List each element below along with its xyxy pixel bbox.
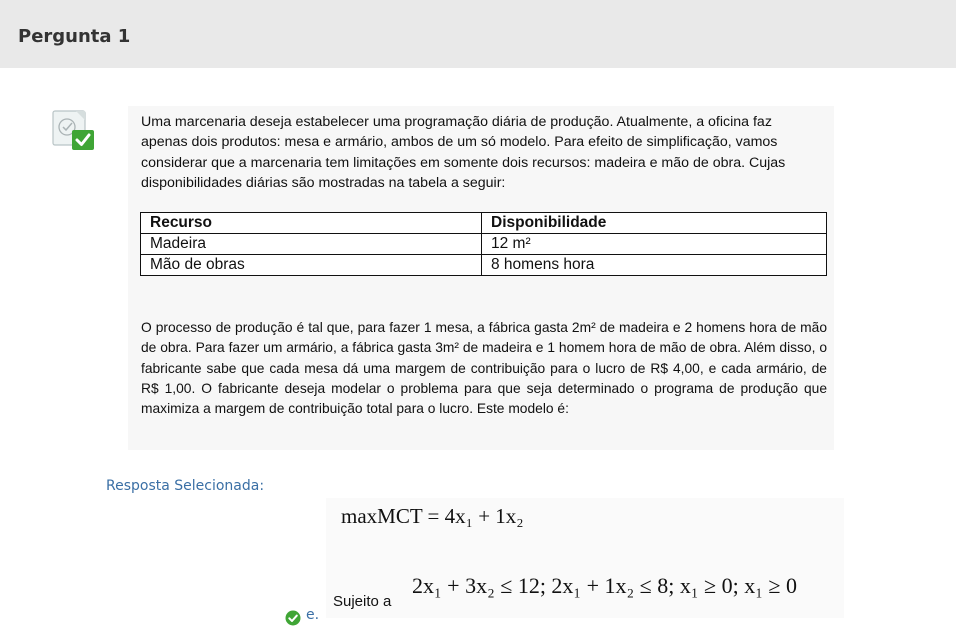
resources-table — [140, 212, 827, 276]
table-header-resource: Recurso — [141, 213, 482, 234]
answer-formula-image — [326, 498, 844, 618]
table-header-availability: Disponibilidade — [482, 213, 827, 234]
table-row — [141, 255, 827, 276]
table-row — [141, 234, 827, 255]
table-cell: 8 homens hora — [482, 255, 827, 276]
table-cell: Mão de obras — [141, 255, 482, 276]
objective-function: maxMCT = 4x₁ + 1x₂ — [341, 504, 524, 528]
answer-option-letter: e. — [306, 607, 320, 623]
correct-check-icon — [285, 610, 301, 626]
question-title: Pergunta 1 — [18, 26, 131, 47]
table-header-row — [141, 213, 827, 234]
table-cell: Madeira — [141, 234, 482, 255]
constraints-formula: 2x₁ + 3x₂ ≤ 12; 2x₁ + 1x₂ ≤ 8; x₁ ≥ 0; x₁ ≥ 0 — [412, 573, 797, 598]
question-header — [0, 0, 956, 68]
graded-correct-icon — [52, 108, 96, 152]
question-paragraph-intro: Uma marcenaria deseja estabelecer uma programação diária de produção. Atualmente, a oficina faz apenas dois produtos: mesa e armário, ambos de um só modelo. Para efeito de simplificação, vamos considerar que a marcenaria tem limitações em somente dois recursos: madeira e mão de obra. Cujas disponibilidades diárias são mostradas na tabela a seguir: — [141, 114, 786, 192]
table-cell: 12 m² — [482, 234, 827, 255]
subject-to-label: Sujeito a — [333, 593, 392, 610]
question-image — [128, 106, 834, 450]
question-paragraph-process: O processo de produção é tal que, para fazer 1 mesa, a fábrica gasta 2m² de madeira e 2 homens hora de mão de obra. Para fazer um armário, a fábrica gasta 3m² de madeira e 1 homem hora de mão de obra. Além disso, o fabricante sabe que cada mesa dá uma margem de contribuição para o lucro de R$ 4,00, e cada armário, de R$ 1,00. O fabricante deseja modelar o problema para que seja determinado o programa de produção que maximiza a margem de contribuição total para o lucro. Este modelo é: — [141, 320, 827, 417]
selected-answer-label: Resposta Selecionada: — [106, 478, 265, 494]
